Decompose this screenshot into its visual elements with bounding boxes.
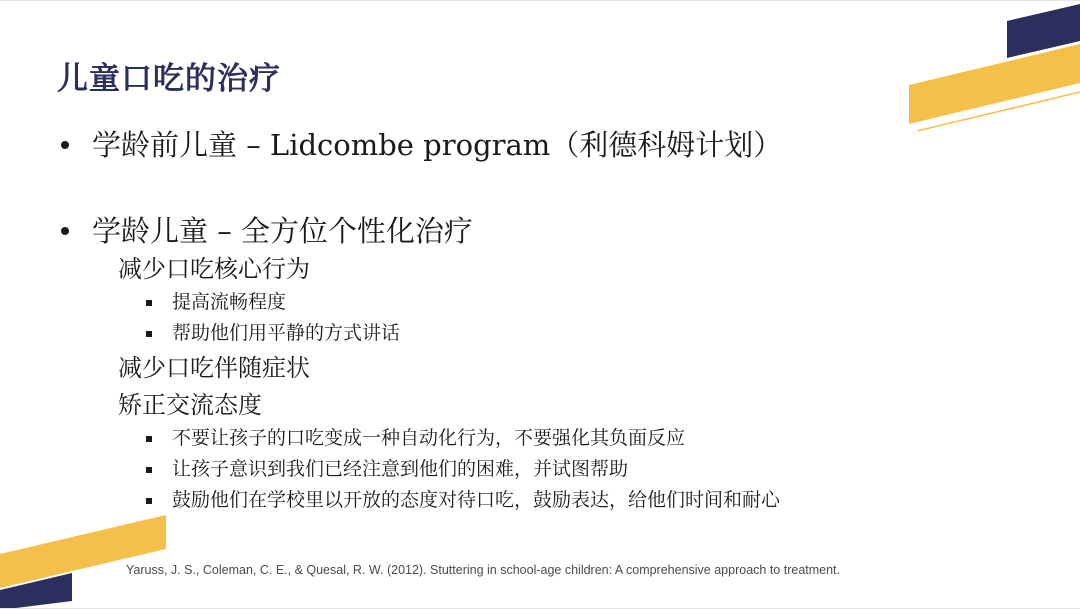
square-bullet [146,498,152,504]
list-item-text: 不要让孩子的口吃变成一种自动化行为，不要强化其负面反应 [172,427,686,449]
square-bullet [146,331,152,337]
citation: Yaruss, J. S., Coleman, C. E., & Quesal, R. W. (2012). Stuttering in school-age children: A comprehensive approach to treatment. [126,563,841,577]
square-bullet [146,300,152,306]
square-bullet [146,436,152,442]
slide-title: 儿童口吃的治疗 [57,61,281,97]
section-heading-secondary-symptoms: 减少口吃伴随症状 [118,354,310,382]
list-item-text: 让孩子意识到我们已经注意到他们的困难，并试图帮助 [172,458,629,480]
section-heading-core-behavior: 减少口吃核心行为 [118,255,310,283]
square-bullet [146,467,152,473]
bullet-dot [61,141,69,149]
section-heading-communication-attitude: 矫正交流态度 [118,391,262,419]
bottom-left-gold-stripe [0,515,166,588]
list-item-text: 帮助他们用平静的方式讲话 [172,322,401,344]
bullet-text: 学龄前儿童 – Lidcombe program（利德科姆计划） [92,128,783,162]
bullet-dot [61,227,69,235]
bullet-text: 学龄儿童 – 全方位个性化治疗 [92,214,473,248]
list-item-text: 鼓励他们在学校里以开放的态度对待口吃，鼓励表达，给他们时间和耐心 [172,489,781,511]
list-item-text: 提高流畅程度 [172,291,287,313]
